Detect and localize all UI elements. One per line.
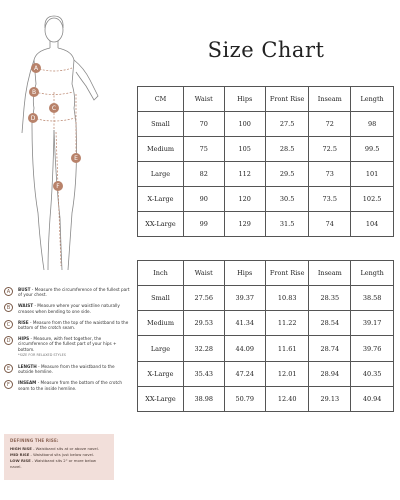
table-row — [138, 137, 394, 162]
table-row — [138, 187, 394, 212]
table-header-cell: Inseam — [309, 261, 351, 286]
marker-b — [29, 87, 39, 97]
table-cell: 112 — [224, 162, 265, 187]
table-cell: 38.58 — [351, 286, 394, 311]
legend-text — [18, 380, 130, 390]
table-cell: Small — [138, 112, 184, 137]
table-cell: 72.5 — [309, 137, 351, 162]
table-header-row — [138, 261, 394, 286]
table-cell: 73.5 — [309, 187, 351, 212]
table-row — [138, 336, 394, 361]
rise-description: - Waistband sits at or above navel. — [31, 446, 100, 451]
table-cell: 10.83 — [265, 286, 308, 311]
legend-badge: A — [4, 287, 13, 296]
legend-term: BUST — [18, 287, 31, 292]
table-cell: 12.40 — [265, 386, 308, 411]
marker-d — [28, 113, 38, 123]
legend-text — [18, 287, 130, 297]
legend-badge: F — [4, 380, 13, 389]
table-cell: Small — [138, 286, 184, 311]
table-cell: Large — [138, 162, 184, 187]
table-cell: 129 — [224, 212, 265, 237]
table-cell: 99 — [184, 212, 225, 237]
page-title: Size Chart — [207, 38, 325, 62]
table-row — [138, 212, 394, 237]
table-header-cell: Waist — [183, 261, 224, 286]
legend-item-bust — [4, 287, 130, 297]
table-cell: 44.09 — [224, 336, 265, 361]
table-cell: 102.5 — [351, 187, 394, 212]
table-cell: 120 — [224, 187, 265, 212]
table-cell: Medium — [138, 311, 184, 336]
table-cell: 75 — [184, 137, 225, 162]
legend-term: RISE — [18, 319, 29, 325]
marker-e-label: E — [74, 155, 78, 162]
marker-a-label: A — [33, 65, 39, 72]
legend-badge: E — [4, 364, 13, 373]
table-cell: 104 — [351, 212, 394, 237]
marker-c — [49, 103, 59, 113]
measurement-legend — [4, 287, 130, 397]
legend-description: - Measure where your waistline naturally creases when bending to one side. — [18, 303, 120, 314]
size-table-cm — [137, 86, 394, 237]
legend-text — [18, 320, 130, 330]
table-cell: 28.74 — [309, 336, 351, 361]
table-row — [138, 311, 394, 336]
legend-description: - Measure the circumference of the fullest part of your chest. — [18, 287, 130, 298]
marker-d-label: D — [30, 115, 36, 122]
table-cell: 41.34 — [224, 311, 265, 336]
table-cell: 74 — [309, 212, 351, 237]
legend-description: - Measure from the waistband to the outside hemline. — [18, 364, 115, 375]
legend-item-length — [4, 364, 130, 374]
legend-description: - Measure from the top of the waistband to the bottom of the crotch seam. — [18, 319, 129, 331]
table-cell: 39.37 — [224, 286, 265, 311]
legend-text — [18, 336, 130, 358]
table-cell: 105 — [224, 137, 265, 162]
table-cell: 29.13 — [309, 386, 351, 411]
measurement-guide — [0, 0, 130, 500]
table-cell: 39.76 — [351, 336, 394, 361]
table-cell: 35.43 — [183, 361, 224, 386]
legend-badge: D — [4, 336, 13, 345]
table-cell: 11.61 — [265, 336, 308, 361]
table-row — [138, 386, 394, 411]
legend-term: LENGTH — [18, 364, 37, 370]
table-cell: 99.5 — [351, 137, 394, 162]
table-cell: Medium — [138, 137, 184, 162]
rise-definition-box — [4, 434, 114, 480]
table-cell: 29.5 — [265, 162, 308, 187]
rise-description: - Waistband sits just below navel. — [29, 452, 95, 457]
table-cell: 40.94 — [351, 386, 394, 411]
table-cell: 82 — [184, 162, 225, 187]
table-header-cell: Inseam — [309, 87, 351, 112]
table-header-cell: Inch — [138, 261, 184, 286]
marker-f-label: F — [56, 183, 60, 190]
legend-badge: B — [4, 303, 13, 312]
table-header-cell: Length — [351, 261, 394, 286]
table-header-cell: Front Rise — [265, 87, 308, 112]
body-figure — [14, 8, 114, 278]
table-cell: 28.94 — [309, 361, 351, 386]
marker-c-label: C — [51, 105, 57, 112]
rise-box-title: DEFINING THE RISE: — [10, 438, 59, 443]
legend-item-inseam — [4, 380, 130, 390]
measure-lines — [30, 68, 76, 266]
table-cell: X-Large — [138, 187, 184, 212]
table-cell: 90 — [184, 187, 225, 212]
legend-item-waist — [4, 303, 130, 313]
table-cell: 32.28 — [183, 336, 224, 361]
table-cell: 27.56 — [183, 286, 224, 311]
legend-item-hips — [4, 336, 130, 358]
table-cell: 70 — [184, 112, 225, 137]
marker-f — [53, 181, 63, 191]
table-cell: 28.35 — [309, 286, 351, 311]
table-header-row — [138, 87, 394, 112]
table-cell: XX-Large — [138, 386, 184, 411]
table-header-cell: Waist — [184, 87, 225, 112]
table-cell: 101 — [351, 162, 394, 187]
table-header-cell: Length — [351, 87, 394, 112]
rise-item-low — [10, 458, 108, 470]
rise-term: HIGH RISE — [10, 446, 32, 451]
legend-description: - Measure, with feet together, the circumference of the fullest part of your hips + bottom. — [18, 336, 117, 352]
table-cell: 27.5 — [265, 112, 308, 137]
table-cell: 31.5 — [265, 212, 308, 237]
table-cell: 38.98 — [183, 386, 224, 411]
rise-term: LOW RISE — [10, 458, 31, 463]
legend-note: *SIZE FOR RELAXED STYLES — [18, 352, 66, 357]
table-cell: 11.22 — [265, 311, 308, 336]
rise-term: MID RISE — [10, 452, 30, 457]
table-cell: 40.35 — [351, 361, 394, 386]
marker-a — [31, 63, 41, 73]
table-cell: 100 — [224, 112, 265, 137]
marker-b-label: B — [31, 89, 37, 96]
legend-text — [18, 364, 130, 374]
legend-description: - Measure from the bottom of the crotch seam to the inside hemline. — [18, 380, 123, 391]
table-header-cell: Front Rise — [265, 261, 308, 286]
table-cell: Large — [138, 336, 184, 361]
table-header-cell: Hips — [224, 87, 265, 112]
table-cell: 28.54 — [309, 311, 351, 336]
rise-description: - Waistband sits 2" or more below navel. — [10, 458, 97, 469]
legend-item-rise — [4, 320, 130, 330]
legend-term: WAIST — [18, 303, 34, 309]
marker-e — [71, 153, 81, 163]
table-row — [138, 286, 394, 311]
table-cell: X-Large — [138, 361, 184, 386]
table-row — [138, 361, 394, 386]
table-cell: 98 — [351, 112, 394, 137]
table-row — [138, 162, 394, 187]
table-cell: 28.5 — [265, 137, 308, 162]
table-cell: 72 — [309, 112, 351, 137]
legend-term: HIPS — [18, 336, 30, 342]
table-header-cell: CM — [138, 87, 184, 112]
table-row — [138, 112, 394, 137]
legend-badge: C — [4, 320, 13, 329]
table-cell: 12.01 — [265, 361, 308, 386]
legend-term: INSEAM — [18, 380, 37, 386]
table-cell: 29.53 — [183, 311, 224, 336]
table-cell: 30.5 — [265, 187, 308, 212]
table-cell: 73 — [309, 162, 351, 187]
table-header-cell: Hips — [224, 261, 265, 286]
size-table-inch — [137, 260, 394, 412]
table-cell: 39.17 — [351, 311, 394, 336]
legend-text — [18, 303, 130, 313]
table-cell: 47.24 — [224, 361, 265, 386]
table-cell: XX-Large — [138, 212, 184, 237]
table-cell: 50.79 — [224, 386, 265, 411]
